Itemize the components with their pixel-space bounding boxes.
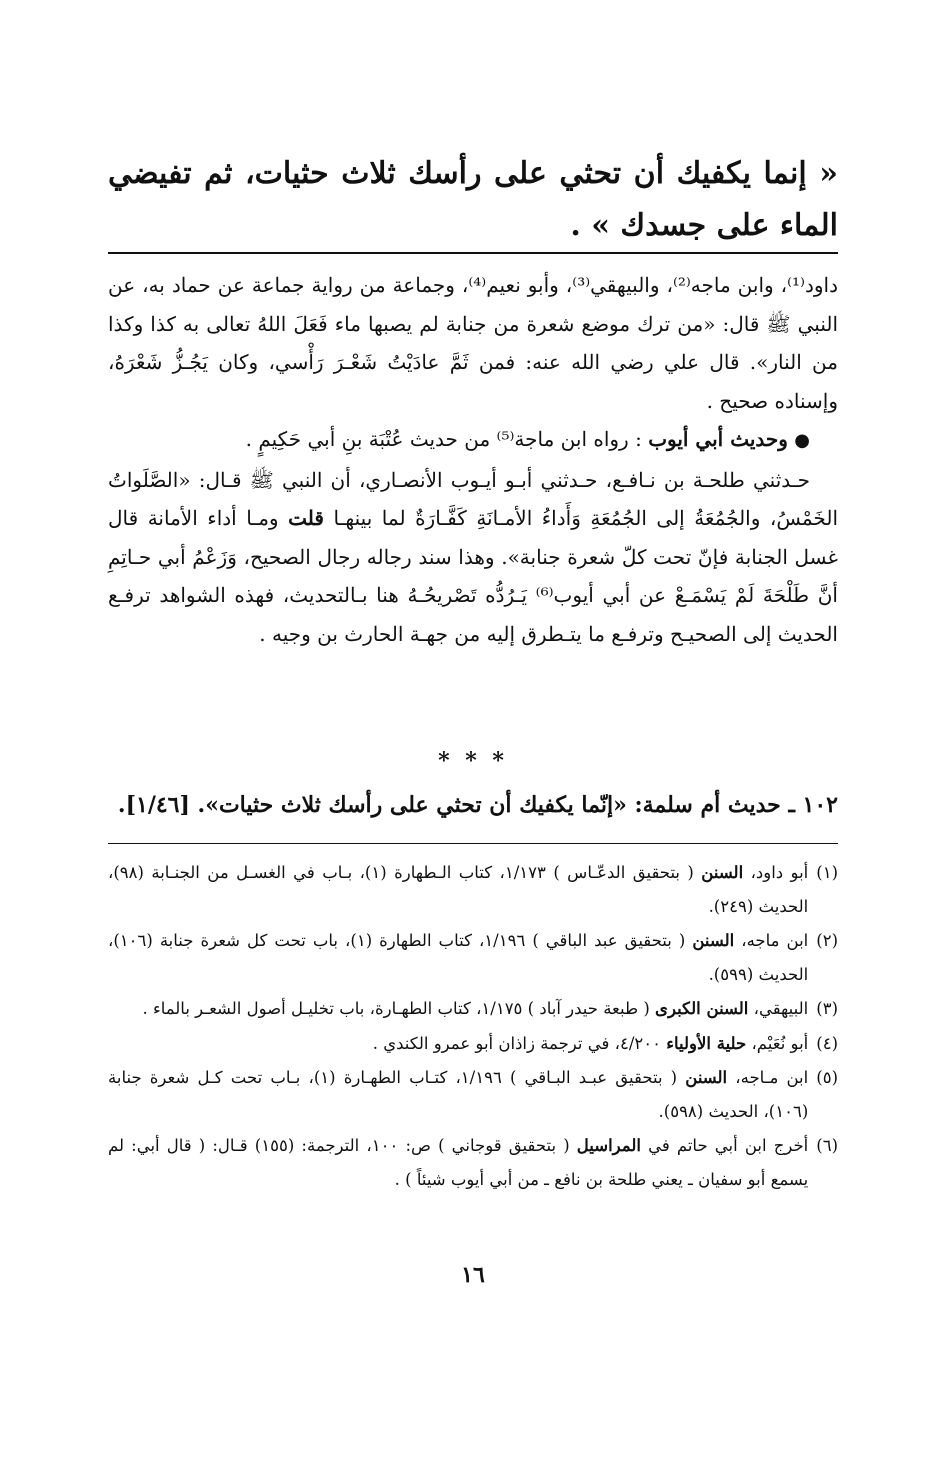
footnote-book-title: السنن [701, 863, 744, 882]
section-separator: * * * [438, 748, 508, 774]
footnote-text [108, 1129, 808, 1196]
body-text [108, 266, 838, 653]
page-number: ١٦ [461, 1262, 485, 1288]
footnote-segment: ( بتحقيق عبـد البـاقي ) ١/١٩٦، كتـاب الطهـارة (١)، بـاب تحت كـل شعرة جنابة (١٠٦)، الحديث (٥٩٨). [108, 1068, 809, 1121]
page [108, 0, 838, 1465]
next-hadith-heading: ١٠٢ ـ حديث أم سلمة: «إنّما يكفيك أن تحثي على رأسك ثلاث حثيات». [١/٤٦]. [117, 792, 838, 818]
footnote-divider [108, 843, 838, 844]
footnote-text [108, 856, 808, 923]
header-divider [108, 252, 838, 254]
para-3-start: حـدثني طلحـة بن نـافـع، حـدثني أبـو أيـوب الأنصـاري، أن النبي ﷺ قـال: «الصَّلَواتُ الخَمْسُ، والجُمُعَةُ إلى الجُمُعَةِ وَأَداءُ الأمـانَةِ كَفَّـارَةٌ لما بينهـا [108, 467, 838, 530]
para-3-bold: قلت [288, 506, 324, 530]
footnote-item [108, 1061, 838, 1128]
footnote-segment: ( بتحقيق قوجاني ) ص: ١٠٠، الترجمة: (١٥٥) قـال: ( قال أبي: لم يسمع أبو سفيان ـ يعني طلحة بن نافع ـ من أبي أيوب شيئاً ) . [108, 1136, 809, 1189]
footnote-number: (١) [816, 863, 838, 882]
footnote-segment: أخرج ابن أبي حاتم في [640, 1136, 809, 1155]
footnote-number: (٦) [816, 1136, 838, 1155]
bullet-rest: : رواه ابن ماجة⁽⁵⁾ من حديث عُتْبَة بنِ أبي حَكِيمٍ . [245, 427, 642, 451]
bullet-icon: ● [794, 430, 810, 451]
footnote-item [108, 856, 838, 923]
footnote-segment: ابن ماجه، [734, 931, 809, 950]
footnote-number: (٤) [816, 1033, 838, 1053]
body-paragraph-1: داود⁽¹⁾، وابن ماجه⁽²⁾، والبيهقي⁽³⁾، وأبو نعيم⁽⁴⁾، وجماعة من رواية جماعة عن حماد به، عن النبي ﷺ قال: «من ترك موضع شعرة من جنابة لم يصبها ماء فَعَلَ اللهُ تعالى به كذا وكذا من النار». قال علي رضي الله عنه: فمن ثَمَّ عادَيْتُ شَعْـرَ رَأْسي، وكان يَجُـزُّ شَعْرَهُ، وإسناده صحيح . [108, 273, 838, 413]
footnote-segment: أبو نُعَيْم، [746, 1033, 809, 1053]
footnote-item [108, 992, 838, 1026]
footnote-book-title: السنن [685, 1068, 728, 1087]
para-3-rest: ومـا أداء الأمانة قال غسل الجنابة فإنّ تحت كلّ شعرة جنابة». وهذا سند رجاله رجال الصحيح، وَزَعْمُ أبي حـاتِمِ أنَّ طَلْحَةَ لَمْ يَسْمَـعْ عن أبي أيوب⁽⁶⁾ يَـرُدُّه تَصْريحُـهُ هنا بـالتحديث، فهذه الشواهد ترفـع الحديث إلى الصحيـح وترفـع ما يتـطرق إليه من جهـة الحارث بن وجيه . [108, 506, 838, 646]
footnote-text [108, 1061, 808, 1128]
footnote-number: (٣) [816, 999, 838, 1018]
footnote-segment: ابن مـاجه، [727, 1068, 809, 1087]
footnote-book-title: المراسيل [576, 1136, 641, 1155]
footnote-segment: أبو داود، [743, 863, 809, 882]
footnote-text [108, 924, 808, 991]
footnote-book-title: السنن [692, 931, 735, 950]
footnotes [108, 856, 838, 1197]
body-paragraph-3 [108, 461, 838, 654]
footnote-segment: البيهقي، [748, 999, 809, 1018]
footnote-book-title: السنن الكبرى [655, 999, 749, 1018]
footnote-segment: ٤/٢٠٠، في ترجمة زاذان أبو عمرو الكندي . [372, 1033, 667, 1053]
body-paragraph-bullet [108, 420, 838, 461]
hadith-header: « إنما يكفيك أن تحثي على رأسك ثلاث حثيات، ثم تفيضي الماء على جسدك » . [108, 156, 838, 243]
footnote-number: (٥) [816, 1068, 838, 1087]
footnote-segment: ( طبعة حيدر آباد ) ١/١٧٥، كتاب الطهـارة، باب تخليـل أصول الشعـر بالماء . [142, 999, 656, 1018]
footnote-item [108, 924, 838, 991]
footnote-number: (٢) [816, 931, 838, 950]
footnote-item [108, 1027, 838, 1061]
bullet-lead: وحديث أبي أيوب [648, 427, 788, 451]
footnote-item [108, 1129, 838, 1196]
footnote-book-title: حلية الأولياء [666, 1033, 747, 1053]
footnote-segment: ( بتحقيق عبد الباقي ) ١/١٩٦، كتاب الطهارة (١)، باب تحت كل شعرة جنابة (١٠٦)، الحديث (٥٩٩). [108, 931, 809, 984]
footnote-segment: ( بتحقيق الدعّـاس ) ١/١٧٣، كتاب الـطهارة (١)، بـاب في الغسـل من الجنـابة (٩٨)، الحديث (٢٤٩). [108, 863, 809, 916]
footnote-text [108, 1027, 808, 1061]
footnote-text [108, 992, 808, 1026]
